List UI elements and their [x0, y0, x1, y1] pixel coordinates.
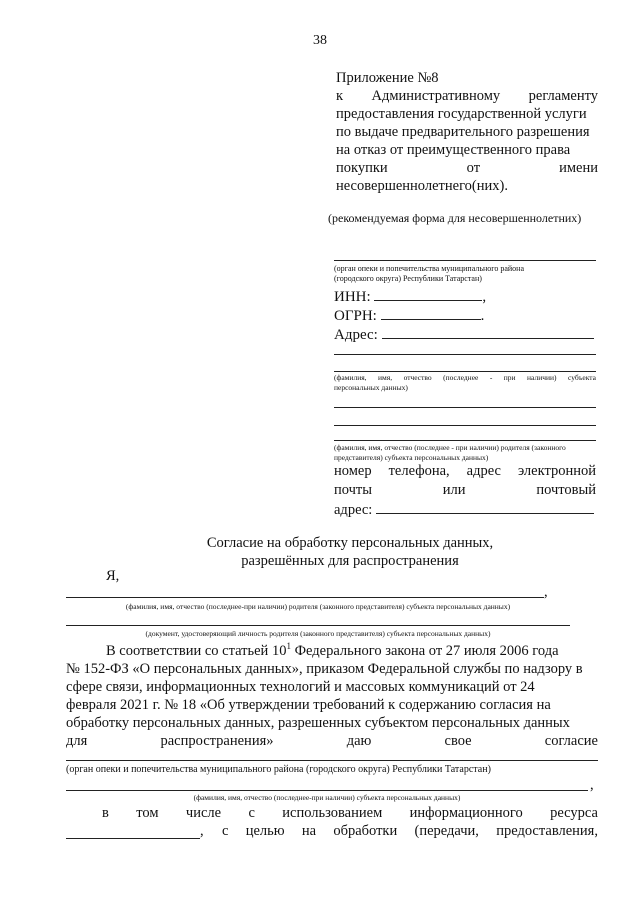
resource-comma: ,	[200, 823, 204, 839]
p2-line-1	[102, 805, 598, 822]
ogrn-row	[334, 307, 484, 325]
word: даю	[346, 733, 372, 749]
org-line[interactable]	[66, 760, 598, 761]
contacts-line-1	[334, 463, 596, 480]
caption-fio-subject: (фамилия, имя, отчество (последнее-при наличии) субъекта персональных данных)	[193, 793, 461, 802]
word: почты	[334, 482, 373, 498]
subject-caption-1	[334, 373, 596, 383]
appendix-line-5	[336, 160, 598, 177]
address-label: Адрес:	[334, 327, 378, 343]
word: информационного	[409, 805, 523, 821]
word: номер	[334, 463, 372, 479]
word: при	[503, 373, 516, 382]
p1-line-5: обработку персональных данных, разрешенных субъектом персональных данных	[66, 715, 570, 731]
word: имя,	[378, 373, 393, 382]
consent-title-1: Согласие на обработку персональных данных,	[206, 535, 494, 551]
word: на	[301, 823, 317, 839]
inn-row	[334, 288, 486, 306]
word: том	[136, 805, 159, 821]
org-caption-2: (городского округа) Республики Татарстан)	[334, 274, 482, 283]
word: к	[336, 88, 344, 104]
word: целью	[245, 823, 285, 839]
address-line-2[interactable]	[334, 354, 596, 355]
word: обработки	[333, 823, 398, 839]
subject-fio-line[interactable]	[334, 371, 596, 372]
appendix-line-3: по выдаче предварительного разрешения	[336, 124, 590, 140]
word: субъекта	[567, 373, 596, 382]
word: от	[466, 160, 481, 176]
inn-field[interactable]	[374, 288, 482, 301]
word: регламенту	[528, 88, 598, 104]
parent-caption-2: представителя) субъекта персональных данных)	[334, 453, 489, 462]
word: распространения»	[160, 733, 274, 749]
inn-label: ИНН:	[334, 289, 371, 305]
contacts-field[interactable]	[376, 501, 594, 514]
word: ресурса	[550, 805, 598, 821]
word: (фамилия,	[334, 373, 367, 382]
word: почтовый	[536, 482, 596, 498]
appendix-line-4: на отказ от преимущественного права	[336, 142, 571, 158]
word: свое	[444, 733, 472, 749]
caption-document-text: (документ, удостоверяющий личность родителя (законного представителя) субъекта персональных данных)	[145, 629, 491, 638]
text: В соответствии со статьей 10	[106, 643, 287, 659]
contacts-line-2	[334, 482, 596, 499]
inn-comma: ,	[482, 289, 487, 305]
p1-line-6	[66, 733, 598, 750]
word: покупки	[336, 160, 388, 176]
word: согласие	[544, 733, 598, 749]
parent-fio-line-3[interactable]	[334, 440, 596, 441]
word: наличии)	[527, 373, 557, 382]
word: в	[102, 805, 109, 821]
appendix-line-2: предоставления государственной услуги	[336, 106, 587, 122]
text: Федерального закона от 27 июля 2006 года	[290, 643, 559, 659]
parent-caption-1: (фамилия, имя, отчество (последнее - при наличии) родителя (законного	[334, 443, 566, 452]
appendix-title: Приложение №8	[336, 70, 439, 86]
contacts-address-label: адрес:	[334, 502, 373, 518]
p1-line-2: № 152-ФЗ «О персональных данных», приказом Федеральной службы по надзору в	[66, 661, 583, 677]
superscript: 1	[286, 641, 291, 652]
p1-line-3: сфере связи, информационных технологий и массовых коммуникаций от 24	[66, 679, 535, 695]
word: использованием	[282, 805, 383, 821]
appendix-line-1	[336, 88, 598, 105]
caption-org: (орган опеки и попечительства муниципального района (городского округа) Республики Татарстан)	[66, 764, 491, 775]
word: для	[66, 733, 88, 749]
parent-fio-line-2[interactable]	[334, 425, 596, 426]
word: (передачи,	[414, 823, 479, 839]
word: с	[248, 805, 255, 821]
p1-line-4: февраля 2021 г. № 18 «Об утверждении требований к содержанию согласия на	[66, 697, 551, 713]
word: -	[489, 373, 493, 382]
word: предоставления,	[496, 823, 598, 839]
caption-fio-parent: (фамилия, имя, отчество (последнее-при наличии) родителя (законного представителя) субъекта персональных данных)	[125, 602, 511, 611]
consent-title-2: разрешённых для распространения	[241, 553, 459, 569]
subject-name-line[interactable]	[66, 790, 588, 791]
word: адрес	[466, 463, 501, 479]
i-label: Я,	[106, 568, 120, 584]
parent-name-line[interactable]	[66, 597, 544, 598]
word: Административному	[371, 88, 501, 104]
document-line[interactable]	[66, 625, 570, 626]
p2-line-2	[222, 823, 598, 840]
word: с	[222, 823, 229, 839]
address-field[interactable]	[382, 326, 594, 339]
word: электронной	[517, 463, 596, 479]
resource-line[interactable]	[66, 838, 200, 839]
recommended-form-note: (рекомендуемая форма для несовершеннолетних)	[328, 211, 582, 225]
word: (последнее	[443, 373, 479, 382]
subject-caption-2: персональных данных)	[334, 383, 408, 392]
address-row	[334, 326, 594, 344]
word: или	[442, 482, 466, 498]
ogrn-field[interactable]	[381, 307, 481, 320]
page-number: 38	[313, 33, 327, 48]
word: телефона,	[388, 463, 450, 479]
word: отчество	[403, 373, 432, 382]
parent-name-comma: ,	[544, 584, 548, 600]
ogrn-dot: .	[480, 308, 485, 324]
p1-line-1	[106, 643, 559, 660]
word: числе	[185, 805, 222, 821]
parent-fio-line-1[interactable]	[334, 407, 596, 408]
contacts-line-3	[334, 501, 594, 519]
org-name-line[interactable]	[334, 260, 596, 261]
caption-document	[66, 629, 570, 639]
ogrn-label: ОГРН:	[334, 308, 377, 324]
appendix-line-6: несовершеннолетнего(них).	[336, 178, 508, 194]
org-caption-1: (орган опеки и попечительства муниципального района	[334, 264, 524, 273]
word: имени	[559, 160, 598, 176]
subject-name-comma: ,	[590, 777, 594, 793]
